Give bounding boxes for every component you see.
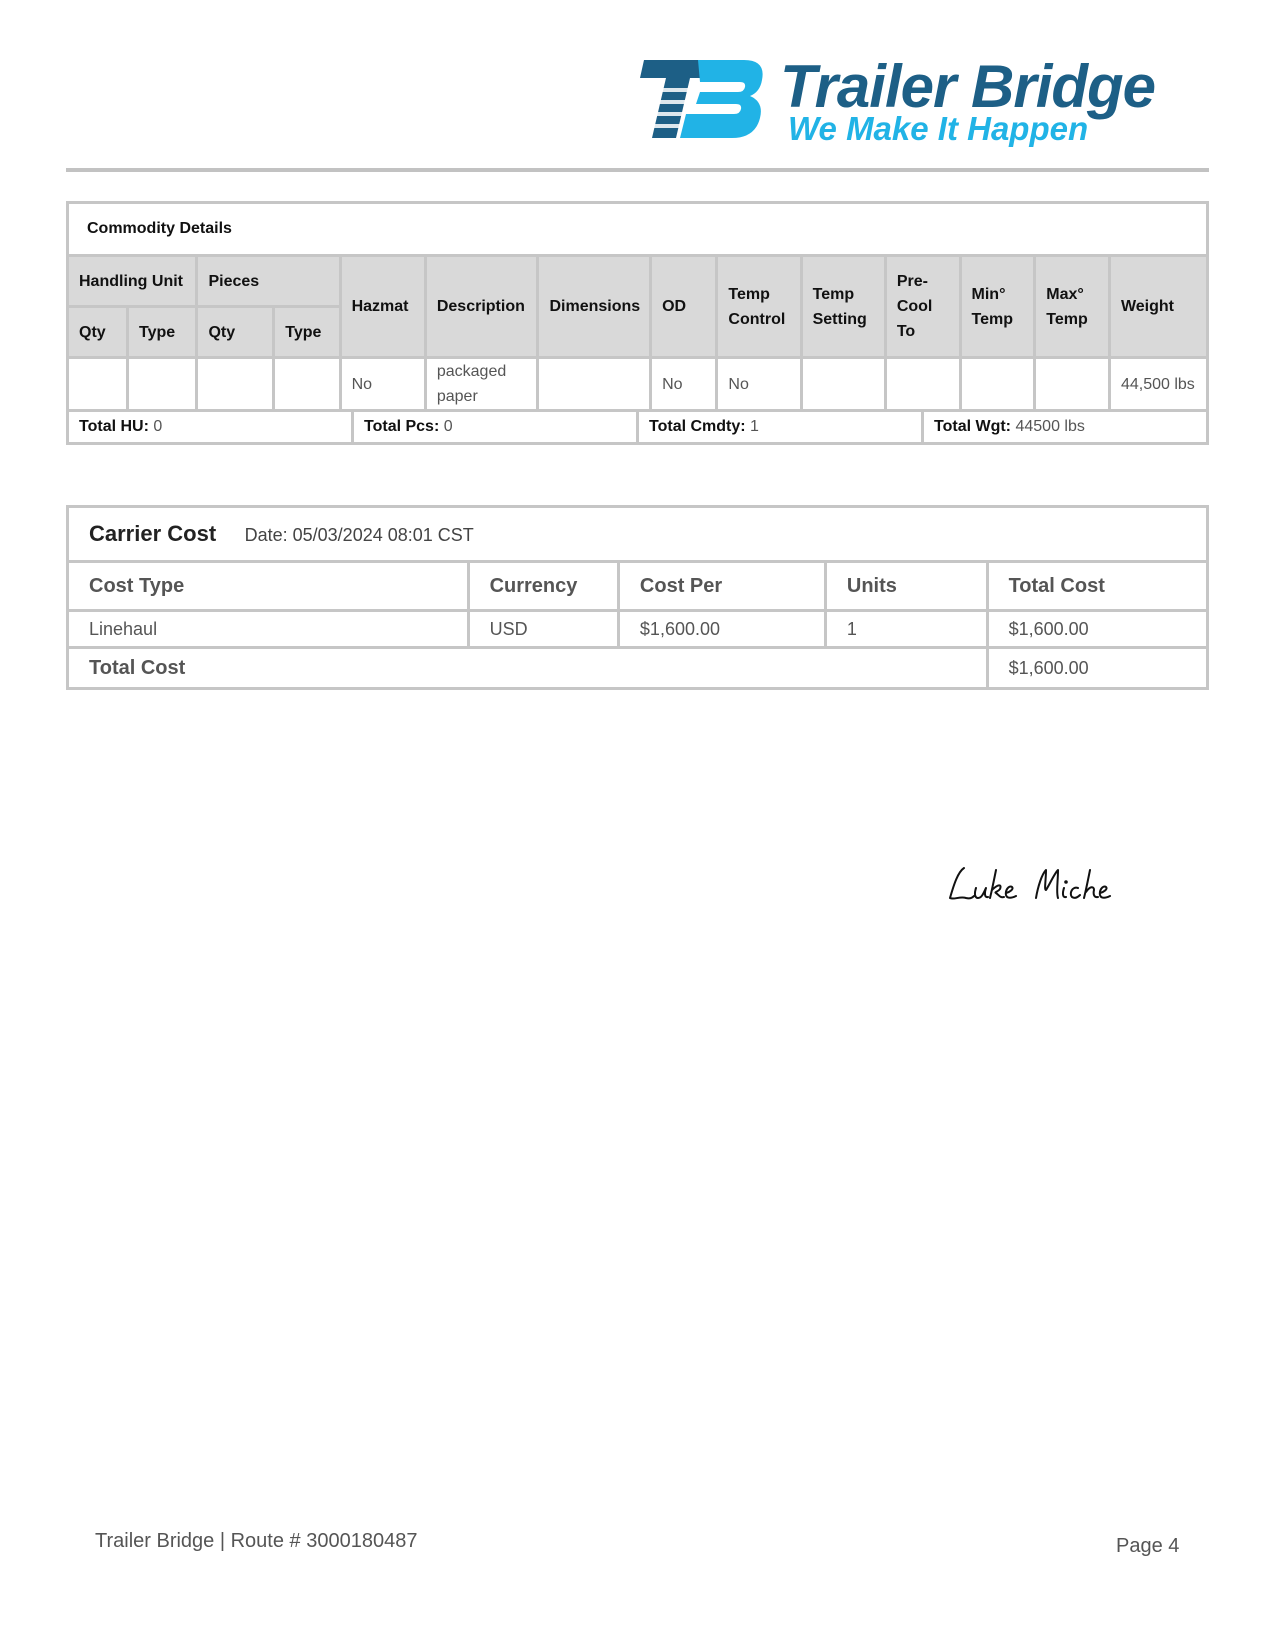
cell-cost-type: Linehaul xyxy=(68,611,469,648)
header-cost-type: Cost Type xyxy=(68,562,469,611)
header-hu-type: Type xyxy=(127,307,196,358)
header-dimensions: Dimensions xyxy=(538,256,651,358)
total-cmdty: Total Cmdty: 1 xyxy=(638,411,923,444)
cell-od: No xyxy=(651,358,717,411)
header-handling-unit: Handling Unit xyxy=(68,256,197,307)
cell-cost-per: $1,600.00 xyxy=(618,611,825,648)
footer-page-number: Page 4 xyxy=(1116,1535,1180,1557)
cell-hu-type xyxy=(127,358,196,411)
header-pieces: Pieces xyxy=(197,256,340,307)
cell-temp-control: No xyxy=(717,358,801,411)
logo-tagline: We Make It Happen xyxy=(788,110,1089,147)
total-cost-row xyxy=(68,648,1208,689)
table-row xyxy=(68,611,1208,648)
cell-hazmat: No xyxy=(340,358,425,411)
table-row xyxy=(68,358,1208,411)
header-od: OD xyxy=(651,256,717,358)
cell-units: 1 xyxy=(825,611,987,648)
carrier-cost-title: Carrier Cost xyxy=(89,521,217,546)
cell-total-cost: $1,600.00 xyxy=(987,611,1207,648)
header-pc-type: Type xyxy=(274,307,340,358)
header-hu-qty: Qty xyxy=(68,307,128,358)
header-pre-cool-to: Pre-Cool To xyxy=(885,256,960,358)
header-temp-setting: Temp Setting xyxy=(801,256,885,358)
cell-max-temp xyxy=(1035,358,1110,411)
carrier-cost-table xyxy=(66,505,1209,690)
tb-logo-mark-icon xyxy=(640,58,770,140)
header-max-temp: Max° Temp xyxy=(1035,256,1110,358)
signature xyxy=(944,862,1134,912)
header-weight: Weight xyxy=(1109,256,1207,358)
footer-route: Trailer Bridge | Route # 3000180487 xyxy=(95,1530,418,1552)
cell-currency: USD xyxy=(468,611,618,648)
header-temp-control: Temp Control xyxy=(717,256,801,358)
cell-pc-type xyxy=(274,358,340,411)
cell-dimensions xyxy=(538,358,651,411)
total-cost-label: Total Cost xyxy=(68,648,988,689)
header-min-temp: Min° Temp xyxy=(960,256,1035,358)
total-cost-value: $1,600.00 xyxy=(987,648,1207,689)
header-cost-per: Cost Per xyxy=(618,562,825,611)
commodity-caption: Commodity Details xyxy=(68,203,1208,256)
total-wgt: Total Wgt: 44500 lbs xyxy=(923,411,1208,444)
header-divider xyxy=(66,168,1209,172)
cell-pre-cool-to xyxy=(885,358,960,411)
handwritten-signature-icon xyxy=(944,862,1134,912)
cell-min-temp xyxy=(960,358,1035,411)
cell-hu-qty xyxy=(68,358,128,411)
carrier-cost-caption xyxy=(68,507,1208,562)
total-pcs: Total Pcs: 0 xyxy=(353,411,638,444)
commodity-details-table xyxy=(66,201,1209,412)
commodity-totals xyxy=(66,409,1209,445)
header-currency: Currency xyxy=(468,562,618,611)
header-total-cost: Total Cost xyxy=(987,562,1207,611)
cell-temp-setting xyxy=(801,358,885,411)
carrier-cost-date: Date: 05/03/2024 08:01 CST xyxy=(244,525,474,545)
cell-weight: 44,500 lbs xyxy=(1109,358,1207,411)
header-pc-qty: Qty xyxy=(197,307,274,358)
cell-description: packaged paper xyxy=(425,358,538,411)
cell-pc-qty xyxy=(197,358,274,411)
logo-name: Trailer Bridge xyxy=(780,53,1156,120)
total-hu: Total HU: 0 xyxy=(68,411,353,444)
header-units: Units xyxy=(825,562,987,611)
header-hazmat: Hazmat xyxy=(340,256,425,358)
company-logo xyxy=(640,53,1200,148)
header-description: Description xyxy=(425,256,538,358)
